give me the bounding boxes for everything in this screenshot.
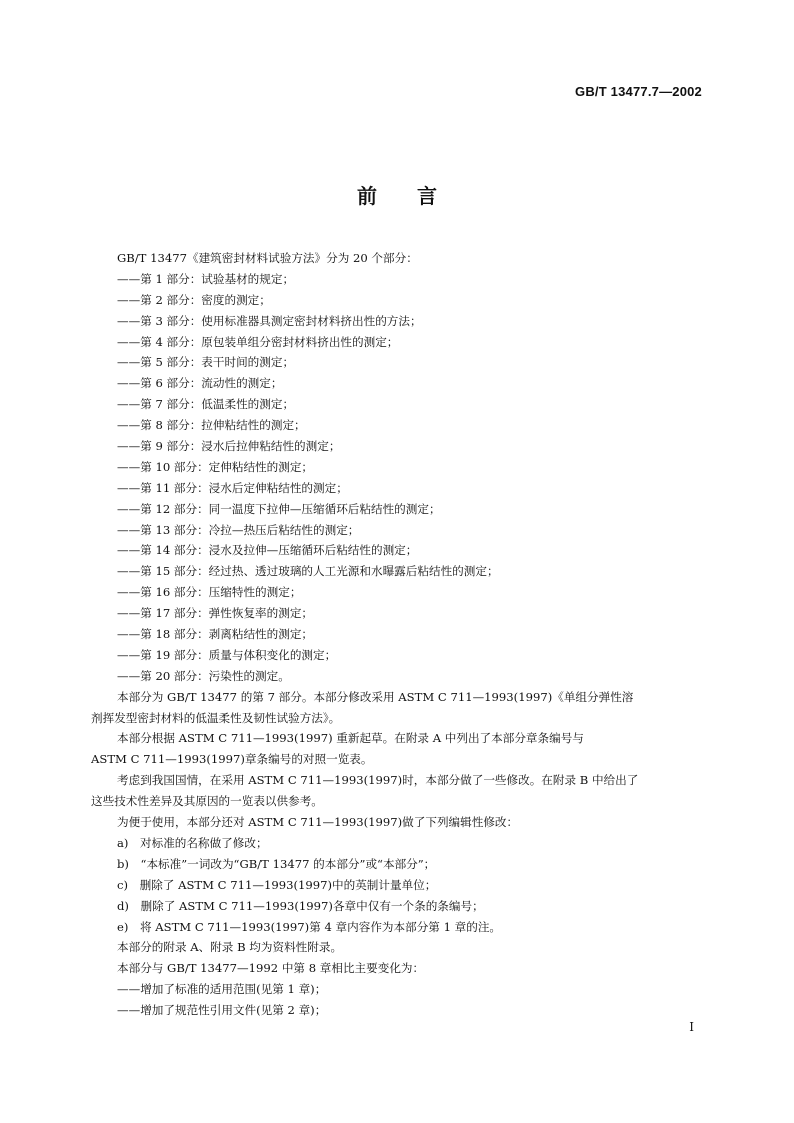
paragraph-modifications: 考虑到我国国情，在采用 ASTM C 711—1993(1997)时，本部分做了一些修改。在附录 B 中给出了 — [117, 773, 639, 788]
editorial-item: e) 将 ASTM C 711—1993(1997)第 4 章内容作为本部分第 1 章的注。 — [117, 919, 502, 934]
document-id: GB/T 13477.7—2002 — [575, 84, 702, 99]
part-item: ——第 2 部分：密度的测定； — [117, 292, 271, 307]
intro-line: GB/T 13477《建筑密封材料试验方法》分为 20 个部分： — [117, 251, 418, 265]
part-item: ——第 20 部分：污染性的测定。 — [117, 668, 290, 683]
paragraph-adoption: 本部分为 GB/T 13477 的第 7 部分。本部分修改采用 ASTM C 711—1993(1997)《单组分弹性溶 — [117, 689, 634, 704]
part-item: ——第 5 部分：表干时间的测定； — [117, 355, 295, 370]
change-item: ——增加了规范性引用文件(见第 2 章)； — [117, 1003, 327, 1018]
part-item: ——第 17 部分：弹性恢复率的测定； — [117, 606, 314, 621]
paragraph-adoption-cont: 剂挥发型密封材料的低温柔性及韧性试验方法》。 — [91, 710, 341, 725]
part-item: ——第 10 部分：定伸粘结性的测定； — [117, 459, 314, 474]
part-item: ——第 14 部分：浸水及拉伸—压缩循环后粘结性的测定； — [117, 543, 418, 558]
editorial-intro: 为便于使用，本部分还对 ASTM C 711—1993(1997)做了下列编辑性修改： — [117, 815, 519, 830]
part-item: ——第 7 部分：低温柔性的测定； — [117, 397, 295, 412]
part-item: ——第 18 部分：剥离粘结性的测定； — [117, 627, 314, 642]
part-item: ——第 13 部分：冷拉—热压后粘结性的测定； — [117, 522, 360, 537]
part-item: ——第 8 部分：拉伸粘结性的测定； — [117, 418, 306, 433]
editorial-item: b) “本标准”一词改为“GB/T 13477 的本部分”或“本部分”； — [117, 856, 436, 871]
title-char-1: 前 — [357, 184, 377, 208]
change-item: ——增加了标准的适用范围(见第 1 章)； — [117, 982, 327, 997]
annex-note: 本部分的附录 A、附录 B 均为资料性附录。 — [117, 940, 343, 955]
paragraph-redraft: 本部分根据 ASTM C 711—1993(1997) 重新起草。在附录 A 中列出了本部分章条编号与 — [117, 731, 584, 746]
part-item: ——第 15 部分：经过热、透过玻璃的人工光源和水曝露后粘结性的测定； — [117, 564, 499, 579]
editorial-item: a) 对标准的名称做了修改； — [117, 835, 268, 850]
editorial-item: c) 删除了 ASTM C 711—1993(1997)中的英制计量单位； — [117, 877, 437, 892]
part-item: ——第 12 部分：同一温度下拉伸—压缩循环后粘结性的测定； — [117, 501, 441, 516]
title-char-2: 言 — [417, 184, 437, 208]
part-item: ——第 11 部分：浸水后定伸粘结性的测定； — [117, 480, 348, 495]
part-item: ——第 3 部分：使用标准器具测定密封材料挤出性的方法； — [117, 313, 422, 328]
part-item: ——第 16 部分：压缩特性的测定； — [117, 585, 302, 600]
part-item: ——第 19 部分：质量与体积变化的测定； — [117, 647, 337, 662]
editorial-item: d) 删除了 ASTM C 711—1993(1997)各章中仅有一个条的条编号； — [117, 898, 484, 913]
page-title — [0, 180, 794, 209]
page-number: I — [689, 1020, 694, 1034]
body-text — [91, 248, 707, 1021]
part-item: ——第 9 部分：浸水后拉伸粘结性的测定； — [117, 439, 341, 454]
part-item: ——第 4 部分：原包装单组分密封材料挤出性的测定； — [117, 334, 399, 349]
paragraph-modifications-cont: 这些技术性差异及其原因的一览表以供参考。 — [91, 794, 323, 809]
part-item: ——第 1 部分：试验基材的规定； — [117, 271, 295, 286]
paragraph-redraft-cont: ASTM C 711—1993(1997)章条编号的对照一览表。 — [91, 752, 373, 767]
changes-intro: 本部分与 GB/T 13477—1992 中第 8 章相比主要变化为： — [117, 961, 425, 976]
part-item: ——第 6 部分：流动性的测定； — [117, 376, 283, 391]
